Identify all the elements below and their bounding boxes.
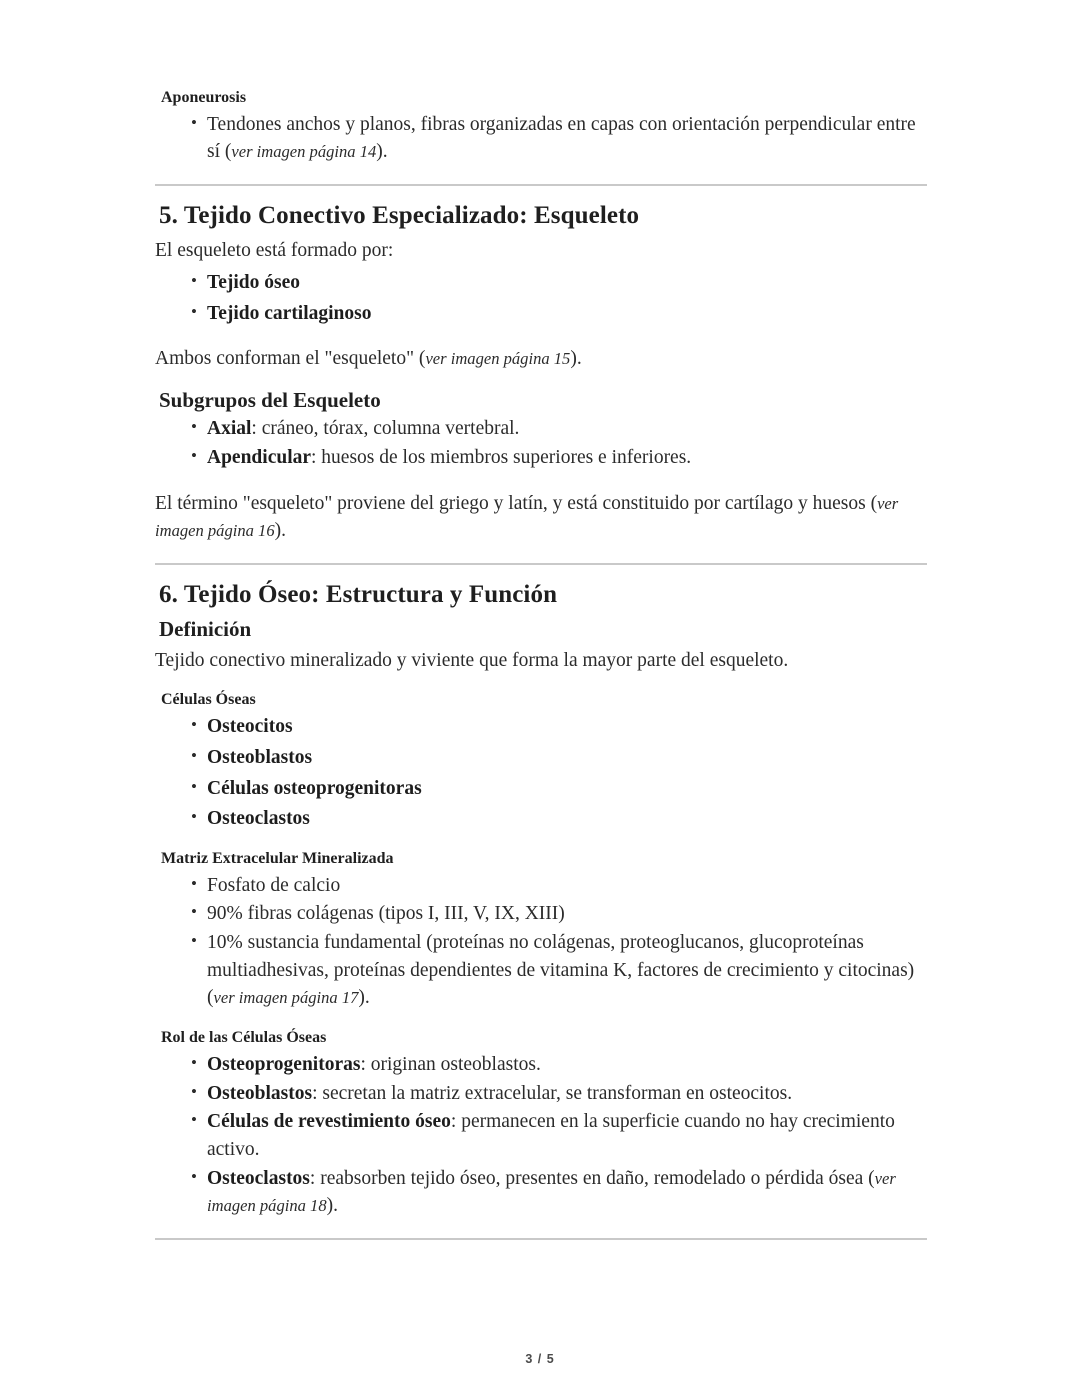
list-item-label: Células de revestimiento óseo [207,1111,451,1133]
list-item [155,111,927,166]
image-reference: ver imagen página 15 [425,349,571,369]
origin-text: El término "esqueleto" proviene del griego y latín, y está constituido por cartílago y huesos ( [155,492,878,514]
list-item [155,269,927,297]
list-item-text: Fosfato de calcio [207,874,341,896]
list-item-text: : cráneo, tórax, columna vertebral. [251,418,520,440]
image-reference: ver imagen página 16 [155,493,899,541]
bone-cell-roles-list [155,1051,927,1220]
conform-text: Ambos conforman el "esqueleto" ( [155,348,426,370]
bone-cells-list [155,713,927,833]
list-item [155,744,927,772]
list-item-label: Osteoblastos [207,746,313,768]
image-reference: ver imagen página 14 [231,142,377,162]
list-item [155,1051,927,1079]
image-reference: ver imagen página 18 [207,1168,896,1216]
list-item [155,775,927,803]
skeleton-subgroups-list [155,415,927,471]
page-footer [0,1352,1080,1366]
list-item [155,872,927,900]
heading-section-5: 5. Tejido Conectivo Especializado: Esqueleto [159,202,640,230]
list-item-text: 90% fibras colágenas (tipos I, III, V, IX, XIII) [207,903,565,925]
section5-conform [155,345,927,373]
definicion-text: Tejido conectivo mineralizado y viviente que forma la mayor parte del esqueleto. [155,649,789,671]
list-item [155,805,927,833]
list-item-text: : reabsorben tejido óseo, presentes en daño, remodelado o pérdida ósea ( [309,1167,875,1189]
aponeurosis-list [155,111,927,166]
heading-definicion: Definición [159,617,252,642]
list-item [155,1080,927,1108]
list-item-label: Tejido óseo [207,272,300,294]
list-item [155,929,927,1012]
matrix-list [155,872,927,1012]
list-item-text: : originan osteoblastos. [360,1053,541,1075]
list-item-label: Osteoblastos [207,1082,313,1104]
list-item [155,1165,927,1220]
section-divider [155,1238,927,1240]
list-item-text: : secretan la matriz extracelular, se transforman en osteocitos. [312,1082,793,1104]
page-number: 3 / 5 [525,1352,555,1366]
heading-aponeurosis: Aponeurosis [161,89,247,106]
list-item [155,1108,927,1163]
list-item-label: Osteoprogenitoras [207,1053,361,1075]
list-item [155,300,927,328]
list-item-label: Osteocitos [207,716,293,738]
section5-intro: El esqueleto está formado por: [155,240,394,262]
list-item [155,900,927,928]
heading-subgrupos-esqueleto: Subgrupos del Esqueleto [159,388,381,413]
list-item-label: Osteoclastos [207,1167,310,1189]
list-item-text: 10% sustancia fundamental (proteínas no colágenas, proteoglucanos, glucoproteínas multiadhesivas, proteínas dependientes de vitamina K, factores de crecimiento y citocinas) ( [207,932,915,1009]
section-divider [155,184,927,186]
heading-matriz-extracelular: Matriz Extracelular Mineralizada [161,849,394,867]
conform-tail: ). [570,348,582,370]
origin-tail: ). [274,520,286,542]
list-item-label: Apendicular [207,447,312,469]
list-item-label: Osteoclastos [207,808,310,830]
list-item-tail: ). [376,141,388,163]
list-item [155,713,927,741]
list-item-tail: ). [358,987,370,1009]
list-item-label: Axial [207,418,252,440]
list-item-label: Células osteoprogenitoras [207,777,422,799]
list-item-label: Tejido cartilaginoso [207,302,372,324]
list-item [155,415,927,443]
heading-section-6: 6. Tejido Óseo: Estructura y Función [159,581,558,609]
list-item-text: Tendones anchos y planos, fibras organizadas en capas con orientación perpendicular entre sí ( [207,113,916,163]
section5-origin [155,490,927,545]
list-item-text: : permanecen en la superficie cuando no hay crecimiento activo. [207,1111,895,1160]
list-item-text: : huesos de los miembros superiores e inferiores. [311,447,692,469]
section-divider [155,563,927,565]
heading-rol-celulas-oseas: Rol de las Células Óseas [161,1029,327,1047]
list-item [155,444,927,472]
heading-celulas-oseas: Células Óseas [161,691,256,709]
image-reference: ver imagen página 17 [213,988,359,1008]
skeleton-components-list [155,269,927,327]
list-item-tail: ). [326,1195,338,1217]
document-content [155,88,927,1254]
